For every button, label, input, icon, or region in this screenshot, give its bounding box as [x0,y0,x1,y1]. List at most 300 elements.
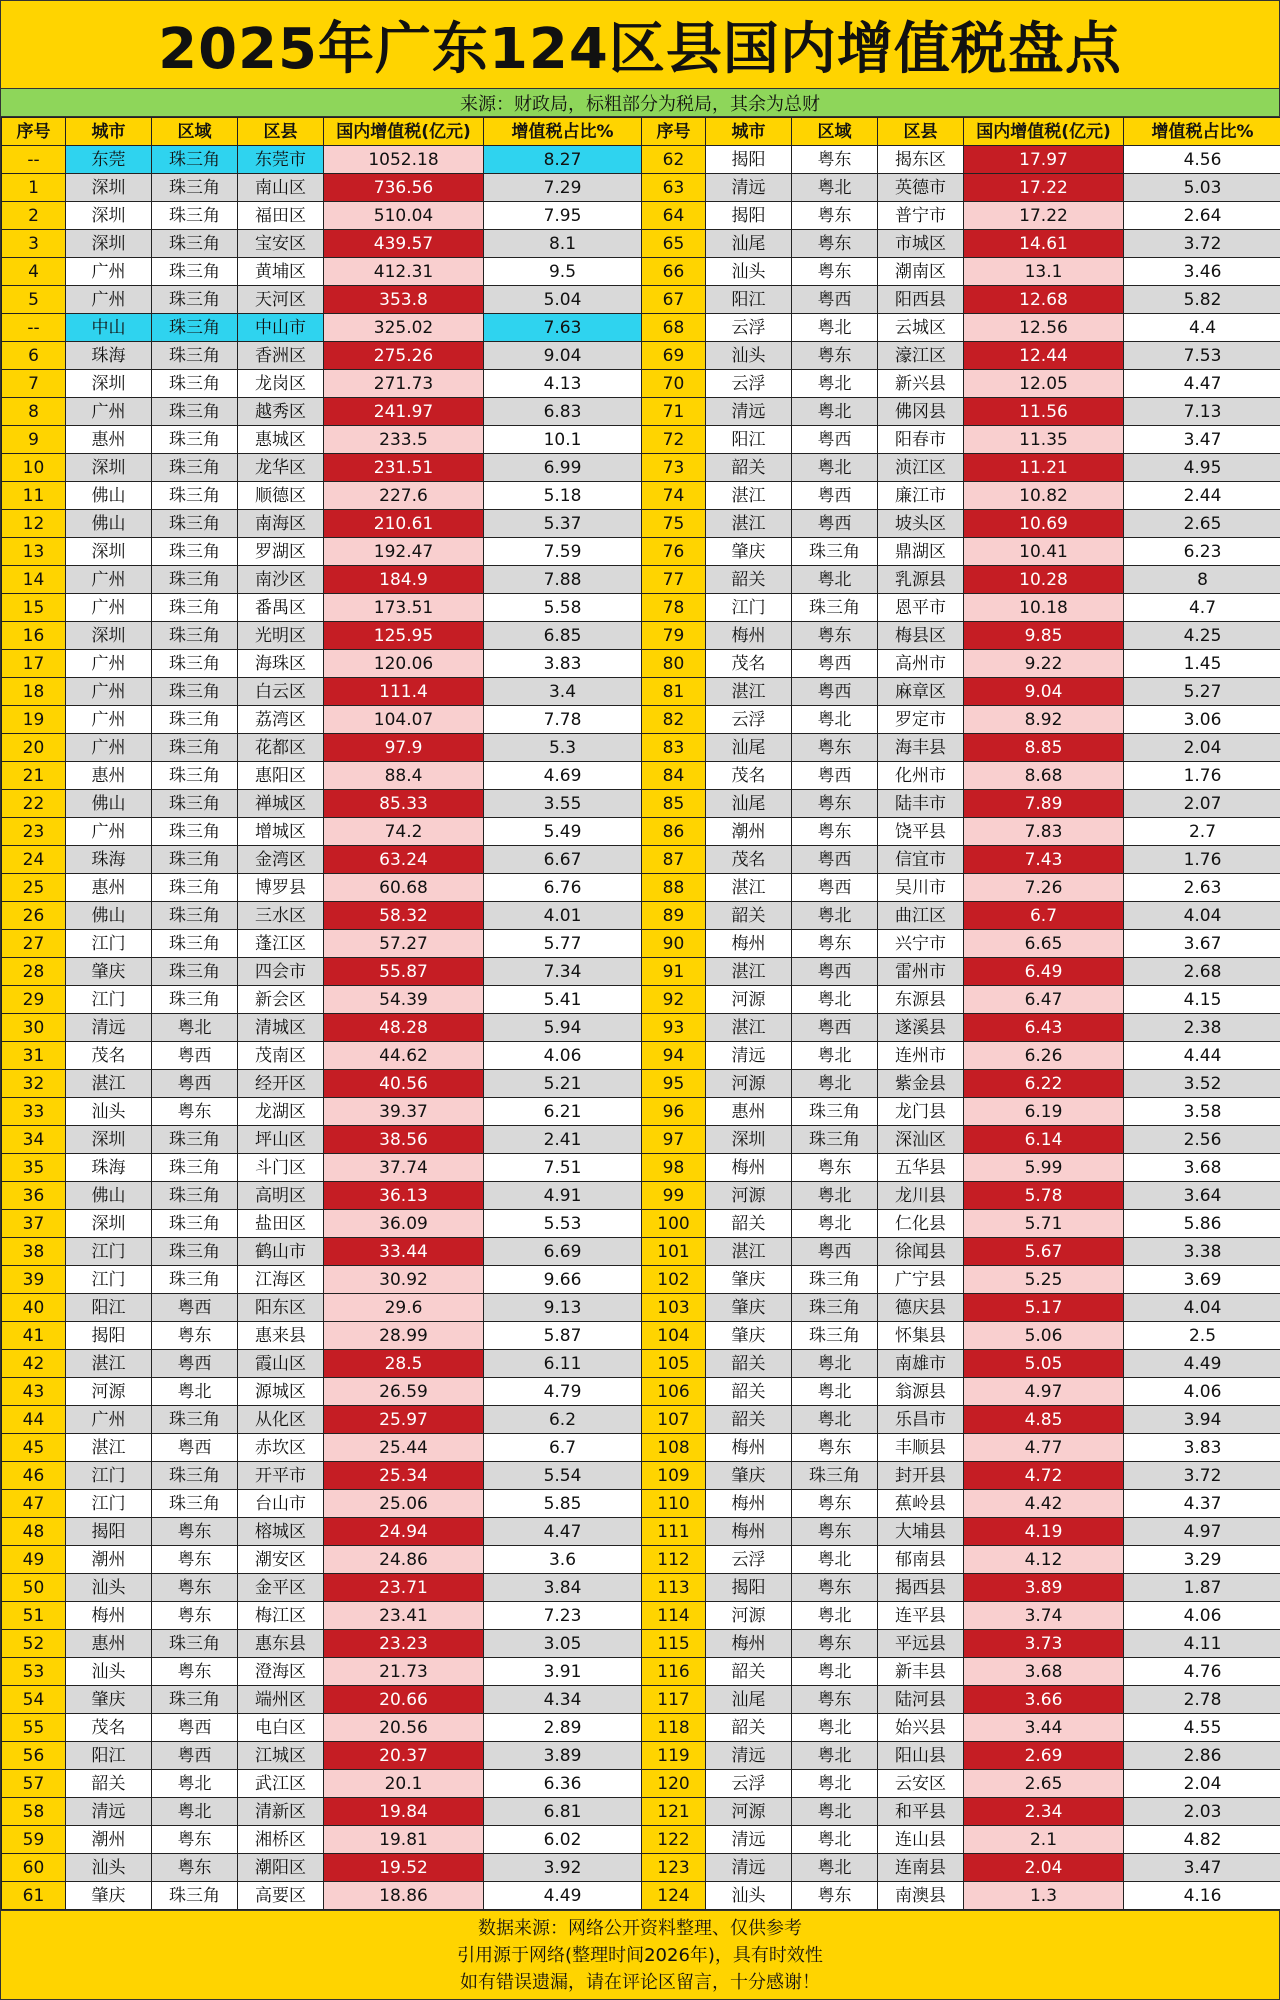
cell-city: 肇庆 [706,1294,792,1322]
cell-tax: 6.65 [964,930,1124,958]
cell-tax: 5.05 [964,1350,1124,1378]
table-row [2,426,1280,454]
cell-seq: 100 [642,1210,706,1238]
cell-seq: 36 [2,1182,66,1210]
cell-region: 粤西 [152,1350,238,1378]
cell-region: 珠三角 [152,314,238,342]
cell-tax: 24.86 [324,1546,484,1574]
cell-tax: 12.68 [964,286,1124,314]
cell-tax: 3.89 [964,1574,1124,1602]
cell-city: 深圳 [66,230,152,258]
table-row [2,1070,1280,1098]
cell-ratio: 6.81 [484,1798,642,1826]
cell-ratio: 4.69 [484,762,642,790]
cell-seq: 32 [2,1070,66,1098]
cell-region: 粤北 [792,1350,878,1378]
cell-region: 珠三角 [152,258,238,286]
cell-ratio: 2.64 [1124,202,1280,230]
cell-seq: 84 [642,762,706,790]
cell-region: 珠三角 [152,1630,238,1658]
cell-tax: 275.26 [324,342,484,370]
cell-seq: 86 [642,818,706,846]
cell-ratio: 6.76 [484,874,642,902]
cell-county: 惠来县 [238,1322,324,1350]
table-row [2,1014,1280,1042]
cell-tax: 23.41 [324,1602,484,1630]
cell-city: 广州 [66,818,152,846]
cell-region: 粤东 [792,1518,878,1546]
cell-region: 粤东 [152,1322,238,1350]
cell-region: 珠三角 [152,734,238,762]
cell-city: 佛山 [66,1182,152,1210]
cell-seq: 106 [642,1378,706,1406]
cell-seq: 92 [642,986,706,1014]
cell-ratio: 6.85 [484,622,642,650]
cell-seq: 22 [2,790,66,818]
cell-seq: 83 [642,734,706,762]
cell-region: 粤东 [792,622,878,650]
cell-region: 粤东 [792,1434,878,1462]
table-row [2,566,1280,594]
cell-seq: 21 [2,762,66,790]
table-row [2,1658,1280,1686]
cell-county: 澄海区 [238,1658,324,1686]
cell-seq: 8 [2,398,66,426]
cell-seq: 56 [2,1742,66,1770]
cell-ratio: 4.82 [1124,1826,1280,1854]
cell-tax: 192.47 [324,538,484,566]
cell-county: 德庆县 [878,1294,964,1322]
cell-city: 河源 [66,1378,152,1406]
cell-city: 云浮 [706,370,792,398]
cell-region: 粤北 [792,1658,878,1686]
cell-city: 揭阳 [66,1322,152,1350]
cell-region: 粤北 [792,1070,878,1098]
cell-ratio: 5.86 [1124,1210,1280,1238]
cell-region: 粤东 [792,1490,878,1518]
cell-ratio: 5.54 [484,1462,642,1490]
cell-region: 珠三角 [152,1266,238,1294]
cell-region: 粤东 [792,342,878,370]
cell-county: 潮南区 [878,258,964,286]
cell-seq: 33 [2,1098,66,1126]
cell-city: 韶关 [706,1210,792,1238]
cell-seq: 9 [2,426,66,454]
cell-city: 汕头 [66,1854,152,1882]
cell-tax: 7.26 [964,874,1124,902]
cell-county: 廉江市 [878,482,964,510]
cell-region: 珠三角 [152,482,238,510]
cell-county: 梅县区 [878,622,964,650]
cell-seq: 30 [2,1014,66,1042]
cell-ratio: 3.83 [484,650,642,678]
cell-county: 龙华区 [238,454,324,482]
table-row [2,1518,1280,1546]
cell-seq: 28 [2,958,66,986]
cell-seq: 46 [2,1462,66,1490]
cell-ratio: 4.76 [1124,1658,1280,1686]
cell-county: 从化区 [238,1406,324,1434]
table-row [2,258,1280,286]
cell-city: 广州 [66,594,152,622]
cell-city: 梅州 [706,1518,792,1546]
cell-seq: 107 [642,1406,706,1434]
table-row [2,1182,1280,1210]
cell-seq: 60 [2,1854,66,1882]
cell-region: 粤西 [152,1434,238,1462]
cell-tax: 10.41 [964,538,1124,566]
table-row [2,818,1280,846]
cell-region: 粤东 [152,1602,238,1630]
cell-region: 粤西 [792,874,878,902]
table-row [2,1042,1280,1070]
cell-seq: 18 [2,678,66,706]
cell-ratio: 5.82 [1124,286,1280,314]
cell-ratio: 7.53 [1124,342,1280,370]
cell-county: 黄埔区 [238,258,324,286]
cell-region: 珠三角 [152,1154,238,1182]
cell-county: 东源县 [878,986,964,1014]
cell-county: 龙湖区 [238,1098,324,1126]
cell-region: 粤西 [792,762,878,790]
cell-city: 韶关 [66,1770,152,1798]
cell-county: 花都区 [238,734,324,762]
cell-ratio: 8.1 [484,230,642,258]
cell-county: 高明区 [238,1182,324,1210]
cell-region: 粤东 [152,1518,238,1546]
cell-ratio: 5.03 [1124,174,1280,202]
cell-city: 肇庆 [66,958,152,986]
cell-ratio: 7.78 [484,706,642,734]
cell-city: 河源 [706,1798,792,1826]
cell-ratio: 4.06 [1124,1602,1280,1630]
cell-seq: 10 [2,454,66,482]
cell-region: 珠三角 [152,454,238,482]
cell-tax: 17.97 [964,146,1124,174]
cell-ratio: 4.04 [1124,1294,1280,1322]
cell-county: 乐昌市 [878,1406,964,1434]
cell-ratio: 5.85 [484,1490,642,1518]
cell-region: 粤西 [792,426,878,454]
cell-tax: 2.69 [964,1742,1124,1770]
cell-ratio: 4.79 [484,1378,642,1406]
table-row [2,874,1280,902]
cell-city: 湛江 [706,1238,792,1266]
cell-county: 鼎湖区 [878,538,964,566]
cell-tax: 9.22 [964,650,1124,678]
table-row [2,370,1280,398]
cell-ratio: 3.06 [1124,706,1280,734]
cell-city: 阳江 [706,286,792,314]
cell-city: 汕头 [706,1882,792,1910]
cell-city: 韶关 [706,566,792,594]
cell-seq: 55 [2,1714,66,1742]
cell-tax: 85.33 [324,790,484,818]
cell-region: 珠三角 [152,230,238,258]
cell-city: 湛江 [706,482,792,510]
cell-ratio: 6.7 [484,1434,642,1462]
cell-region: 珠三角 [152,1686,238,1714]
cell-tax: 5.67 [964,1238,1124,1266]
cell-ratio: 7.95 [484,202,642,230]
cell-ratio: 7.29 [484,174,642,202]
cell-tax: 48.28 [324,1014,484,1042]
cell-tax: 55.87 [324,958,484,986]
cell-region: 珠三角 [792,1322,878,1350]
cell-seq: 42 [2,1350,66,1378]
cell-ratio: 4.01 [484,902,642,930]
cell-county: 连南县 [878,1854,964,1882]
cell-county: 兴宁市 [878,930,964,958]
cell-ratio: 4.55 [1124,1714,1280,1742]
cell-tax: 9.04 [964,678,1124,706]
cell-county: 新丰县 [878,1658,964,1686]
cell-county: 香洲区 [238,342,324,370]
cell-city: 韶关 [706,1714,792,1742]
cell-county: 湘桥区 [238,1826,324,1854]
cell-ratio: 4.06 [484,1042,642,1070]
cell-tax: 325.02 [324,314,484,342]
table-row [2,1826,1280,1854]
cell-ratio: 6.02 [484,1826,642,1854]
table-row [2,482,1280,510]
cell-city: 珠海 [66,342,152,370]
table-row [2,1630,1280,1658]
cell-ratio: 7.34 [484,958,642,986]
table-row [2,1602,1280,1630]
cell-county: 斗门区 [238,1154,324,1182]
cell-seq: 14 [2,566,66,594]
cell-city: 广州 [66,566,152,594]
cell-tax: 9.85 [964,622,1124,650]
cell-seq: 112 [642,1546,706,1574]
cell-ratio: 2.04 [1124,734,1280,762]
cell-seq: 61 [2,1882,66,1910]
cell-city: 深圳 [66,202,152,230]
cell-county: 市城区 [878,230,964,258]
cell-tax: 5.17 [964,1294,1124,1322]
cell-region: 粤北 [792,1182,878,1210]
cell-region: 珠三角 [152,986,238,1014]
cell-seq: 68 [642,314,706,342]
cell-tax: 3.66 [964,1686,1124,1714]
cell-county: 阳春市 [878,426,964,454]
cell-seq: 12 [2,510,66,538]
cell-ratio: 5.87 [484,1322,642,1350]
cell-city: 汕尾 [706,230,792,258]
cell-ratio: 4.49 [484,1882,642,1910]
cell-ratio: 2.7 [1124,818,1280,846]
cell-region: 珠三角 [792,1462,878,1490]
cell-ratio: 3.72 [1124,1462,1280,1490]
cell-county: 坡头区 [878,510,964,538]
cell-tax: 11.21 [964,454,1124,482]
cell-seq: 113 [642,1574,706,1602]
cell-seq: 89 [642,902,706,930]
cell-seq: 117 [642,1686,706,1714]
cell-county: 蓬江区 [238,930,324,958]
cell-seq: -- [2,314,66,342]
cell-tax: 120.06 [324,650,484,678]
cell-county: 潮安区 [238,1546,324,1574]
cell-city: 惠州 [66,762,152,790]
cell-ratio: 3.46 [1124,258,1280,286]
cell-tax: 25.34 [324,1462,484,1490]
cell-city: 汕头 [66,1658,152,1686]
cell-county: 雷州市 [878,958,964,986]
cell-region: 珠三角 [152,1182,238,1210]
cell-seq: 119 [642,1742,706,1770]
footer-notes [1,1910,1279,1999]
cell-tax: 10.28 [964,566,1124,594]
cell-city: 清远 [66,1014,152,1042]
cell-tax: 3.44 [964,1714,1124,1742]
cell-region: 粤北 [792,1546,878,1574]
cell-city: 惠州 [706,1098,792,1126]
cell-ratio: 4.04 [1124,902,1280,930]
header-tax: 国内增值税(亿元) [964,118,1124,146]
cell-region: 粤东 [792,230,878,258]
cell-seq: 26 [2,902,66,930]
cell-county: 坪山区 [238,1126,324,1154]
cell-seq: 43 [2,1378,66,1406]
cell-city: 湛江 [66,1434,152,1462]
cell-city: 江门 [66,1266,152,1294]
cell-tax: 736.56 [324,174,484,202]
cell-region: 粤北 [152,1378,238,1406]
cell-region: 粤东 [152,1658,238,1686]
cell-seq: 57 [2,1770,66,1798]
cell-ratio: 5.53 [484,1210,642,1238]
cell-county: 三水区 [238,902,324,930]
cell-region: 粤东 [792,1574,878,1602]
cell-seq: 87 [642,846,706,874]
cell-region: 珠三角 [152,286,238,314]
cell-region: 粤东 [152,1098,238,1126]
cell-seq: 122 [642,1826,706,1854]
cell-county: 陆丰市 [878,790,964,818]
cell-region: 珠三角 [152,678,238,706]
cell-tax: 210.61 [324,510,484,538]
cell-tax: 6.26 [964,1042,1124,1070]
cell-region: 粤北 [792,1826,878,1854]
cell-county: 陆河县 [878,1686,964,1714]
cell-ratio: 3.94 [1124,1406,1280,1434]
tax-table [1,117,1280,1910]
cell-city: 揭阳 [66,1518,152,1546]
cell-ratio: 4.47 [484,1518,642,1546]
cell-county: 始兴县 [878,1714,964,1742]
cell-region: 粤西 [152,1742,238,1770]
cell-region: 粤北 [792,1406,878,1434]
cell-tax: 14.61 [964,230,1124,258]
cell-region: 珠三角 [152,762,238,790]
table-row [2,1714,1280,1742]
cell-tax: 40.56 [324,1070,484,1098]
cell-county: 阳东区 [238,1294,324,1322]
cell-county: 罗定市 [878,706,964,734]
cell-city: 惠州 [66,874,152,902]
cell-tax: 3.68 [964,1658,1124,1686]
cell-city: 汕尾 [706,790,792,818]
cell-tax: 36.09 [324,1210,484,1238]
cell-county: 高州市 [878,650,964,678]
cell-region: 珠三角 [152,1490,238,1518]
cell-region: 粤东 [152,1826,238,1854]
cell-tax: 30.92 [324,1266,484,1294]
cell-city: 广州 [66,286,152,314]
table-row [2,1350,1280,1378]
cell-tax: 7.89 [964,790,1124,818]
cell-ratio: 5.18 [484,482,642,510]
cell-seq: 59 [2,1826,66,1854]
cell-county: 潮阳区 [238,1854,324,1882]
cell-ratio: 4.37 [1124,1490,1280,1518]
cell-county: 濠江区 [878,342,964,370]
cell-region: 珠三角 [152,958,238,986]
cell-ratio: 5.41 [484,986,642,1014]
header-region: 区域 [152,118,238,146]
cell-ratio: 3.68 [1124,1154,1280,1182]
cell-county: 福田区 [238,202,324,230]
table-row [2,1154,1280,1182]
cell-seq: 123 [642,1854,706,1882]
cell-region: 粤北 [792,370,878,398]
cell-county: 光明区 [238,622,324,650]
cell-city: 韶关 [706,1350,792,1378]
table-row [2,1210,1280,1238]
cell-tax: 10.69 [964,510,1124,538]
cell-seq: -- [2,146,66,174]
cell-city: 梅州 [706,1154,792,1182]
cell-seq: 62 [642,146,706,174]
cell-tax: 8.68 [964,762,1124,790]
cell-tax: 111.4 [324,678,484,706]
cell-county: 霞山区 [238,1350,324,1378]
cell-county: 南山区 [238,174,324,202]
cell-seq: 38 [2,1238,66,1266]
cell-city: 湛江 [706,958,792,986]
cell-region: 珠三角 [792,1098,878,1126]
cell-city: 韶关 [706,454,792,482]
cell-region: 粤北 [792,1602,878,1630]
cell-ratio: 9.13 [484,1294,642,1322]
cell-county: 茂南区 [238,1042,324,1070]
cell-county: 江城区 [238,1742,324,1770]
cell-ratio: 1.76 [1124,846,1280,874]
cell-city: 汕头 [66,1574,152,1602]
cell-seq: 76 [642,538,706,566]
cell-ratio: 2.41 [484,1126,642,1154]
cell-city: 珠海 [66,1154,152,1182]
cell-tax: 439.57 [324,230,484,258]
cell-city: 揭阳 [706,146,792,174]
cell-ratio: 5.27 [1124,678,1280,706]
header-county: 区县 [238,118,324,146]
cell-region: 珠三角 [792,594,878,622]
cell-seq: 40 [2,1294,66,1322]
cell-seq: 27 [2,930,66,958]
cell-county: 新会区 [238,986,324,1014]
cell-tax: 6.49 [964,958,1124,986]
cell-region: 粤北 [792,1042,878,1070]
cell-city: 揭阳 [706,202,792,230]
cell-county: 英德市 [878,174,964,202]
cell-tax: 60.68 [324,874,484,902]
cell-city: 潮州 [706,818,792,846]
cell-ratio: 6.21 [484,1098,642,1126]
cell-city: 东莞 [66,146,152,174]
